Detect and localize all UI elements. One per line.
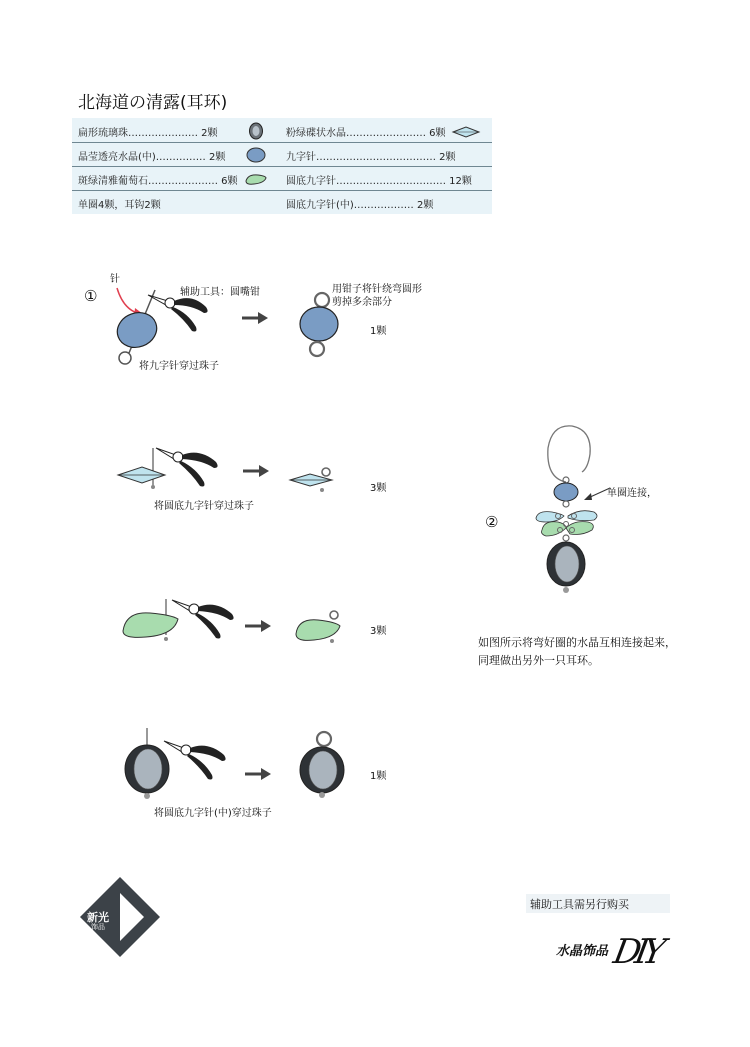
needle-label: 针: [110, 274, 120, 285]
step-caption: 将九字针穿过珠子: [139, 361, 219, 372]
material-item: 粉绿碟状水晶…………………… 6颗: [286, 127, 446, 139]
divider: [72, 166, 492, 167]
count-label: 3颗: [370, 483, 387, 494]
finished-green-stone: [294, 608, 344, 644]
material-item: 晶莹透亮水晶(中)…………… 2颗: [78, 151, 226, 163]
tool-label: 辅助工具：圆嘴钳: [180, 287, 260, 298]
material-item: 圆底九字针…………………………… 12颗: [286, 175, 472, 187]
page-title: 北海道の清露(耳环): [78, 93, 228, 113]
brand-name: 新光: [87, 911, 109, 924]
divider: [72, 142, 492, 143]
step2-description: 同理做出另外一只耳环。: [478, 654, 599, 667]
finished-glass-bead: [296, 728, 348, 800]
right-arrow-icon: [243, 464, 269, 478]
material-item: 九字针……………………………… 2颗: [286, 151, 456, 163]
brand-subtitle: 饰品: [91, 923, 105, 931]
right-arrow-icon: [245, 619, 271, 633]
count-label: 1颗: [370, 771, 387, 782]
result-note: 剪掉多余部分: [332, 297, 392, 308]
finished-disc-crystal: [288, 466, 338, 494]
count-label: 1颗: [370, 326, 387, 337]
disc-crystal-icon: [452, 126, 480, 138]
diy-logo-script: DIY: [610, 932, 663, 972]
step-caption: 将圆底九字针(中)穿过珠子: [154, 808, 272, 819]
right-arrow-icon: [245, 767, 271, 781]
material-item: 单圈4颗，耳钩2颗: [78, 199, 161, 211]
step-number: ②: [485, 513, 499, 531]
material-item: 扁形琉璃珠………………… 2颗: [78, 127, 218, 139]
step2-description: 如图所示将弯好圈的水晶互相连接起来，: [478, 636, 676, 649]
footer-note: 辅助工具需另行购买: [530, 898, 629, 911]
finished-oval-bead: [296, 288, 346, 360]
material-item: 圆底九字针(中)……………… 2颗: [286, 199, 434, 211]
count-label: 3颗: [370, 626, 387, 637]
earring-illustration: [528, 420, 608, 600]
material-item: 斑绿清雅葡萄石………………… 6颗: [78, 175, 238, 187]
pliers-icon: [158, 733, 233, 783]
flat-glass-bead-icon: [248, 122, 264, 140]
diy-logo-text: 水晶饰品: [556, 944, 609, 959]
connect-label: 单圈连接，: [607, 488, 657, 499]
step-caption: 将圆底九字针穿过珠子: [154, 501, 254, 512]
step-number: ①: [84, 287, 98, 305]
right-arrow-icon: [242, 311, 268, 325]
oval-crystal-icon: [246, 147, 266, 163]
pliers-icon: [166, 592, 241, 642]
pliers-icon: [150, 440, 225, 490]
pliers-icon: [140, 283, 215, 333]
materials-table: [72, 118, 492, 214]
result-note: 用钳子将针绕弯圆形: [332, 284, 422, 295]
divider: [72, 190, 492, 191]
green-prehnite-icon: [244, 172, 268, 186]
